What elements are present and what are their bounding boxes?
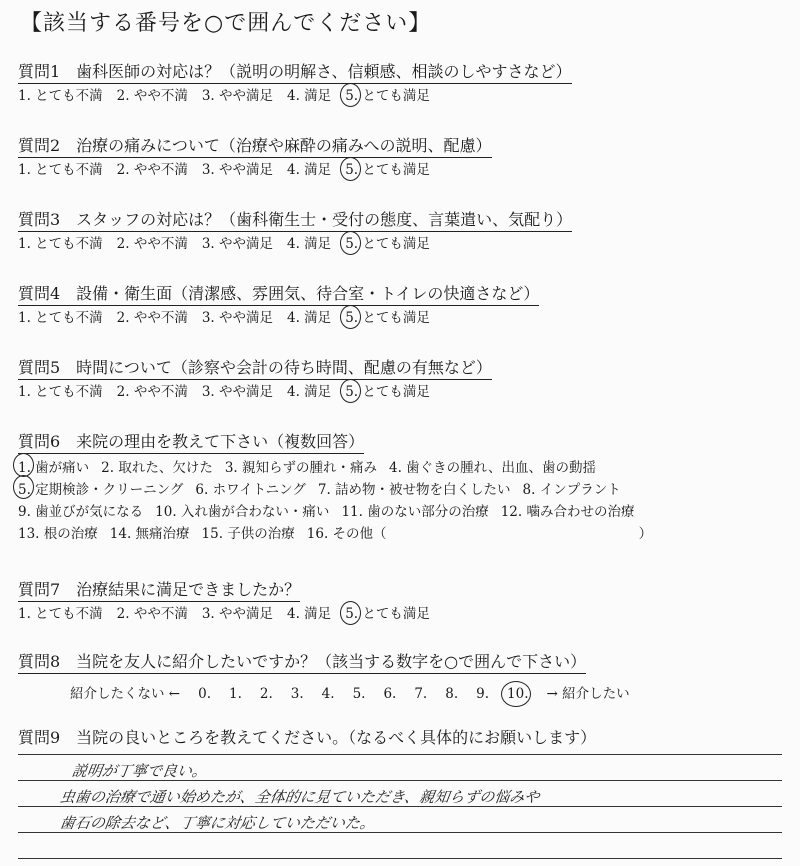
option-4[interactable]: 4. 満足	[287, 162, 332, 178]
q6-row-4	[18, 523, 652, 545]
question-9	[18, 728, 596, 749]
reason-10[interactable]: 10. 入れ歯が合わない・痛い	[155, 504, 330, 520]
handwritten-answer-3: 歯石の除去など、丁寧に対応していただいた。	[58, 814, 377, 832]
question-7-options	[18, 605, 444, 623]
scale-9[interactable]: 9.	[476, 686, 490, 702]
question-2	[18, 136, 492, 179]
reason-11[interactable]: 11. 歯のない部分の治療	[341, 504, 489, 520]
option-5-circled[interactable]: 5. とても満足	[345, 88, 430, 104]
scale-8[interactable]: 8.	[445, 686, 459, 702]
reason-8[interactable]: 8. インプラント	[522, 482, 621, 498]
scale-right-label: → 紹介したい	[546, 686, 630, 702]
question-5-options	[18, 383, 492, 401]
question-1	[18, 62, 572, 105]
question-5	[18, 358, 492, 401]
reason-16[interactable]: 16. その他（	[306, 526, 387, 542]
question-2-options	[18, 161, 492, 179]
answer-line-1	[18, 754, 782, 755]
question-3-options	[18, 235, 572, 253]
option-2[interactable]: 2. やや不満	[116, 606, 188, 622]
q8-scale	[70, 682, 648, 702]
question-4-title: 質問4 設備・衛生面（清潔感、雰囲気、待合室・トイレの快適さなど）	[18, 284, 539, 306]
option-1[interactable]: 1. とても不満	[18, 606, 103, 622]
question-5-title: 質問5 時間について（診察や会計の待ち時間、配慮の有無など）	[18, 358, 492, 380]
option-3[interactable]: 3. やや満足	[201, 310, 274, 326]
reason-5-circled[interactable]: 5. 定期検診・クリーニング	[18, 479, 183, 501]
option-1[interactable]: 1. とても不満	[18, 310, 103, 326]
scale-1[interactable]: 1.	[229, 686, 242, 702]
reason-14[interactable]: 14. 無痛治療	[109, 526, 190, 542]
reason-1-circled[interactable]: 1. 歯が痛い	[18, 457, 89, 479]
reason-3[interactable]: 3. 親知らずの腫れ・痛み	[224, 460, 378, 476]
handwritten-answer-2: 虫歯の治療で通い始めたが、全体的に見ていただき、親知らずの悩みや	[58, 788, 541, 806]
reason-13[interactable]: 13. 根の治療	[18, 526, 98, 542]
option-2[interactable]: 2. やや不満	[116, 384, 188, 400]
question-6	[18, 432, 652, 545]
option-3[interactable]: 3. やや満足	[201, 236, 274, 252]
option-3[interactable]: 3. やや満足	[201, 88, 274, 104]
reason-6[interactable]: 6. ホワイトニング	[195, 482, 306, 498]
option-3[interactable]: 3. やや満足	[201, 606, 274, 622]
question-7	[18, 580, 444, 623]
q6-row-3	[18, 501, 652, 523]
question-3-title: 質問3 スタッフの対応は？（歯科衛生士・受付の態度、言葉遣い、気配り）	[18, 210, 572, 232]
handwritten-answer-1: 説明が丁寧で良い。	[70, 762, 209, 780]
question-1-title: 質問1 歯科医師の対応は？（説明の明解さ、信頼感、相談のしやすさなど）	[18, 62, 572, 84]
page-header: 【該当する番号を○で囲んでください】	[20, 11, 432, 36]
reason-7[interactable]: 7. 詰め物・被せ物を白くしたい	[317, 482, 511, 498]
question-7-title: 質問7 治療結果に満足できましたか？	[18, 580, 300, 602]
scale-4[interactable]: 4.	[321, 686, 335, 702]
option-5-circled[interactable]: 5. とても満足	[345, 236, 430, 252]
question-8	[18, 652, 586, 674]
reason-2[interactable]: 2. 取れた、欠けた	[101, 460, 213, 476]
option-2[interactable]: 2. やや不満	[116, 236, 188, 252]
question-1-options	[18, 87, 572, 105]
option-4[interactable]: 4. 満足	[287, 88, 332, 104]
option-4[interactable]: 4. 満足	[287, 606, 332, 622]
option-4[interactable]: 4. 満足	[287, 384, 332, 400]
option-5-circled[interactable]: 5. とても満足	[345, 310, 430, 326]
option-1[interactable]: 1. とても不満	[18, 236, 103, 252]
option-2[interactable]: 2. やや不満	[116, 310, 188, 326]
option-1[interactable]: 1. とても不満	[18, 88, 103, 104]
option-5-circled[interactable]: 5. とても満足	[345, 606, 430, 622]
q6-row-2	[18, 479, 652, 501]
option-1[interactable]: 1. とても不満	[18, 162, 103, 178]
scale-10-circled[interactable]: 10.	[507, 686, 529, 702]
option-4[interactable]: 4. 満足	[287, 310, 332, 326]
scale-7[interactable]: 7.	[414, 686, 428, 702]
option-3[interactable]: 3. やや満足	[201, 162, 274, 178]
question-8-title: 質問8 当院を友人に紹介したいですか？（該当する数字を○で囲んで下さい）	[18, 652, 586, 674]
other-close-paren: ）	[638, 526, 653, 542]
reason-15[interactable]: 15. 子供の治療	[201, 526, 295, 542]
q6-row-1	[18, 457, 652, 479]
question-6-title: 質問6 来院の理由を教えて下さい（複数回答）	[18, 432, 364, 454]
answer-line-5	[18, 858, 782, 859]
scale-left-label: 紹介したくない ←	[70, 686, 181, 702]
option-5-circled[interactable]: 5. とても満足	[345, 384, 430, 400]
question-2-title: 質問2 治療の痛みについて（治療や麻酔の痛みへの説明、配慮）	[18, 136, 492, 158]
question-4	[18, 284, 539, 327]
reason-12[interactable]: 12. 噛み合わせの治療	[500, 504, 635, 520]
scale-5[interactable]: 5.	[352, 686, 366, 702]
option-3[interactable]: 3. やや満足	[201, 384, 274, 400]
reason-4[interactable]: 4. 歯ぐきの腫れ、出血、歯の動揺	[389, 460, 596, 476]
option-4[interactable]: 4. 満足	[287, 236, 332, 252]
scale-2[interactable]: 2.	[259, 686, 273, 702]
scale-0[interactable]: 0.	[198, 686, 211, 702]
option-5-circled[interactable]: 5. とても満足	[345, 162, 430, 178]
option-2[interactable]: 2. やや不満	[116, 88, 188, 104]
reason-9[interactable]: 9. 歯並びが気になる	[18, 504, 144, 520]
option-2[interactable]: 2. やや不満	[116, 162, 188, 178]
option-1[interactable]: 1. とても不満	[18, 384, 103, 400]
question-3	[18, 210, 572, 253]
scale-3[interactable]: 3.	[290, 686, 304, 702]
question-4-options	[18, 309, 539, 327]
question-9-title: 質問9 当院の良いところを教えてください。（なるべく具体的にお願いします）	[18, 728, 597, 747]
scale-6[interactable]: 6.	[383, 686, 397, 702]
